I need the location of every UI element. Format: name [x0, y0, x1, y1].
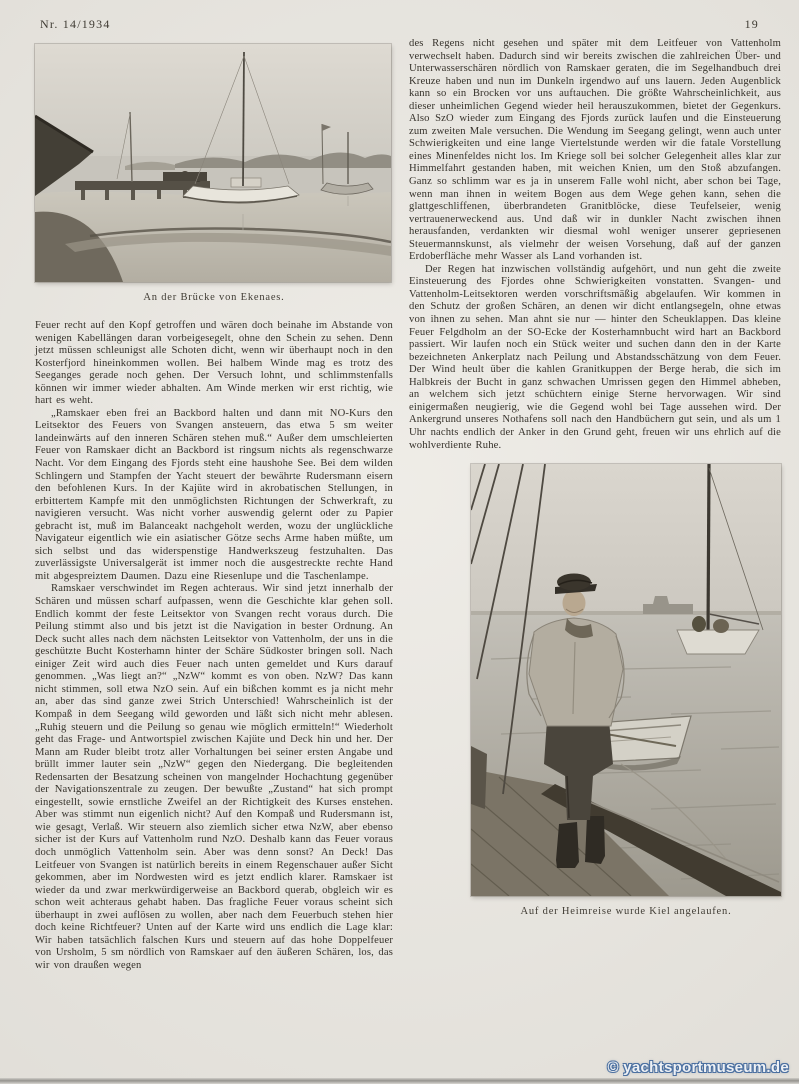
paragraph: Feuer recht auf den Kopf getroffen und wären doch beinahe im Abstande von wenigen Kabellängen daran vorbeigesegelt, ohne den Schein zu sehen. Denn jetzt müssen schleunigst alle Schoten dicht, wenn wir überhaupt noch in den Kosterfjord hineinkommen wollen. Bei halbem Winde mag es trotz des Seeganges gerade noch gehen. Der Versuch lohnt, und schlimmstenfalls können wir immer wieder abhalten. Am Winde merken wir erst richtig, wie hart es weht. — [35, 320, 393, 407]
watermark — [607, 1059, 789, 1076]
issue-number: Nr. 14/1934 — [40, 17, 111, 31]
homecoming-photo-illustration — [471, 464, 781, 896]
paragraph: Ramskaer verschwindet im Regen achteraus. Wir sind jetzt innerhalb der Schären und müssen scharf aufpassen, wenn die Geschichte klar gehen soll. Endlich kommt der feste Leitsektor von Svangen recht voraus durch. Die Peilung stimmt also und bis jetzt ist die Navigation in bester Ordnung. An Deck sucht alles nach dem nächsten Leitsektor von Vattenholm, der uns in die geschützte Bucht Kosterhamn hinter der Schäre Südkoster bringen soll. Nach einiger Zeit wird auch dies Feuer nach unten gemeldet und Kurs darauf genommen. „Was liegt an?“ „NzW“ kommt es von oben. NzW? Das kann nicht stimmen, soll etwa NzO sein. Auf ein bißchen kommt es ja nicht mehr an, aber das sind ganze zwei Strich Unterschied! Wahrscheinlich ist der Kompaß in dem Seegang wild geworden und läßt sich nicht mehr ablesen. „Ruhig steuern und die Peilung so genau wie möglich ermitteln!“ Wiederholt geht das Frage- und Antwortspiel zwischen Kajüte und Deck hin und her. Der Mann am Ruder bleibt trotz aller Vorhaltungen bei seiner ersten Angabe und brüllt immer lauter sein „NzW“ gegen den Niedergang. Die begleitenden Redensarten der Besatzung scheinen von mangelnder Hochachtung gegenüber der Navigationszentrale zu zeugen. Der bewußte „Zustand“ hat sich prompt eingestellt, sowie ernstliche Zweifel an der Richtigkeit des Kurses enstehen. Aber was stimmt nun eigenlich nicht? Auf den Kompaß und Rudersmann ist, wie gesagt, Verlaß. Wir steuern also ziemlich sicher etwa NzW, aber ebenso sicher ist der Kurs auf Vattenholm rund NzO. Deshalb kann das Feuer voraus doch unmöglich Vattenholm sein. Aber was denn sonst? An Deck! Das Leitfeuer von Svangen ist natürlich bereits in einem Regenschauer außer Sicht gekommen, aber im Nordwesten wird es jetzt endlich klarer. Ramskaer ist wieder da und zwar merkwürdigerweise an Backbord querab, obgleich wir es schon weit achteraus gehabt haben. Das fragliche Feuer voraus scheint sich überhaupt in zwei auflösen zu wollen, aber nach dem Feuerbuch stehen hier doch keine Richtfeuer? Unten auf der Karte wird uns endlich die Lage klar: Wir haben tatsächlich falschen Kurs und steuern auf das hohe Doppelfeuer von Ursholm, 5 sm nördlich von Ramskaer auf den äußeren Schären, los, das wir von draußen wegen — [35, 583, 393, 971]
paragraph: „Ramskaer eben frei an Backbord halten und dann mit NO-Kurs den Leitsektor des Feuers von Svangen ansteuern, das etwa 5 sm weiter landeinwärts auf den inneren Schären stehen muß.“ Außer dem umschleierten Feuer von Ramskaer dicht an Backbord ist ringsum nichts als regenschwarze Nacht. Vor dem Eingang des Fjords steht eine haushohe See. Bei dem wilden Schlingern und Stampfen der Yacht steuert der bewährte Rudersmann eisern den befohlenen Kurs. In der Kajüte wird in akrobatischen Stellungen, in erbittertem Kampfe mit den unmöglichsten Richtungen der Schwerkraft, zu navigieren versucht. Was nicht vorher auswendig gelernt oder zu Papier gebracht ist, muß im Balanceakt nachgeholt werden, wozu der unglückliche Navigateur eigentlich wie ein asiatischer Götze sechs Arme haben müßte, um sich selbst und das widerspenstige Handwerkszeug festzuhalten. Das zuverlässigste Universalgerät ist immer noch die ausgestreckte rechte Hand mit abgespreiztem Daumen. Dazu eine Riesenlupe und die Taschenlampe. — [35, 407, 393, 582]
homecoming-photo — [471, 464, 781, 896]
left-column-text — [35, 320, 393, 972]
bridge-photo-caption: An der Brücke von Ekenaes. — [143, 292, 285, 303]
copyright-icon-text: © yachtsportmuseum.de — [607, 1059, 789, 1076]
homecoming-photo-caption: Auf der Heimreise wurde Kiel angelaufen. — [520, 906, 732, 918]
bridge-photo — [35, 44, 391, 282]
scan-bottom-edge — [0, 1078, 799, 1084]
left-column — [35, 32, 393, 972]
paragraph: des Regens nicht gesehen und später mit dem Leitfeuer von Vattenholm verwechselt haben. Dadurch sind wir bereits zwischen die zahlreichen Über- und Unterwasserschären nördlich von Ramskaer geraten, die im Segelhandbuch drei Kreuze haben und nun im Dunkeln irgendwo auf uns lauern. Jeden Augenblick kann so ein Brocken vor uns auftauchen. Die größte Wahrscheinlichkeit, aus dieser unheimlichen Gegend wieder heil herauszukommen, bietet der Gegenkurs. Also SzO wieder zum Eingang des Fjords zurück laufen und die Einsteuerung zum zweiten Male versuchen. Die Wendung im Seegang gelingt, wenn auch unter Schwierigkeiten und eine lange Viertelstunde werden wir die fatale Vorstellung eines Minenfeldes nicht los. Im Kriege soll bei solcher Gelegenheit alles klar zur Himmelfahrt gestanden haben, mit weichen Knien, um den Stoß abzufangen. Ganz so schlimm war es ja in unserem Falle wohl nicht, aber schon bei Tage, wenn man ihnen in weitem Bogen aus dem Wege gehen kann, sehen die glattgeschliffenen, überbrandeten Granitblöcke, diese Teufelseier, wenig vertrauenerweckend aus. Und daß wir in dunkler Nacht zwischen ihnen herausfanden, verdankten wir diesmal wohl weniger unserer gepriesenen Steuermannskunst, als vielmehr der weisen Vorsehung, daß auf der ganzen Erdoberfläche mehr Wasser als Land vorhanden ist. — [409, 38, 781, 263]
right-column-text — [409, 38, 781, 452]
article-columns — [0, 32, 799, 972]
paragraph: Der Regen hat inzwischen vollständig aufgehört, und nun geht die zweite Einsteuerung des Fjordes ohne Schwierigkeiten vonstatten. Svangen- und Vattenholm-Leitsektoren werden vorschriftsmäßig abgelaufen. Wir kommen in den Schutz der großen Schären, an denen wir dicht entlangsegeln, ohne etwas von ihnen zu sehen. Man ahnt sie nur — hinter den Scheuklappen. Das kleine Feuer Felgdholm an der SO-Ecke der Kosterhamnbucht wird hart an Backbord passiert. Wir laufen noch ein Stück weiter und suchen dann den in der Karte bezeichneten Ankerplatz nach Peilung und Abstandsschätzung von dem Feuer. Der Wind heult über die kahlen Granitkuppen der Berge herab, die sich im Halbkreis der Bucht in ganz schwachen Umrissen gegen den Himmel abheben, an welchem sich jetzt schüchtern einige Sterne hervorwagen. Wir sind einigermaßen neugierig, wie die Gegend wohl bei Tage aussehen wird. Der Ankergrund unseres Nothafens soll nach den Handbüchern gut sein, und als um 1 Uhr nachts endlich der Anker in den Grund geht, freuen wir uns ehrlich auf die wohlverdiente Ruhe. — [409, 263, 781, 451]
page-number: 19 — [744, 17, 759, 31]
bridge-photo-illustration — [35, 44, 391, 282]
masthead — [0, 0, 799, 32]
right-column — [409, 32, 781, 972]
